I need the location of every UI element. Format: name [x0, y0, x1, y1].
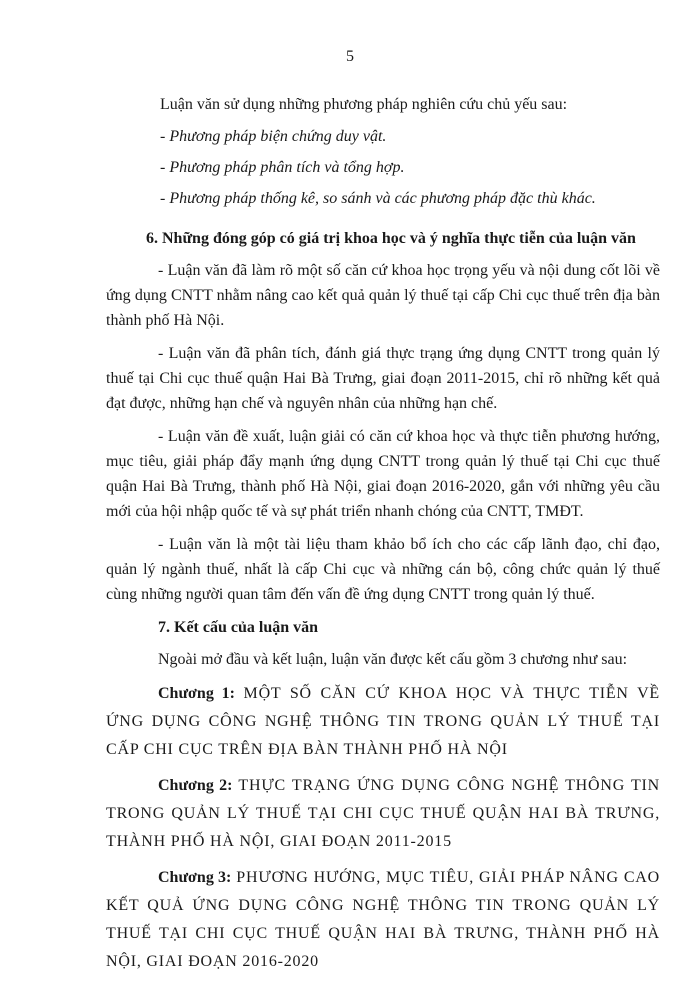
- document-body: [160, 92, 660, 217]
- section-7-heading: 7. Kết cấu của luận văn: [158, 619, 319, 636]
- contribution-paragraph: - Luận văn là một tài liệu tham khảo bổ ích cho các cấp lãnh đạo, chỉ đạo, quản lý ngành thuế, nhất là cấp Chi cục và những cán bộ, công chức quản lý thuế cùng những người quan tâm đến vấn đề ứng dụng CNTT trong quản lý thuế.: [106, 536, 660, 603]
- chapter-3: [106, 864, 660, 976]
- page-number: 5: [346, 48, 354, 65]
- chapter-1-title: MỘT SỐ CĂN CỨ KHOA HỌC VÀ THỰC TIỄN VỀ ỨNG DỤNG CÔNG NGHỆ THÔNG TIN TRONG QUẢN LÝ THUẾ TẠI CẤP CHI CỤC TRÊN ĐỊA BÀN THÀNH PHỐ HÀ NỘI: [106, 685, 661, 758]
- method-item: - Phương pháp biện chứng duy vật.: [160, 128, 387, 145]
- document-body-main: [106, 226, 660, 984]
- chapter-2-title: THỰC TRẠNG ỨNG DỤNG CÔNG NGHỆ THÔNG TIN TRONG QUẢN LÝ THUẾ TẠI CHI CỤC THUẾ QUẬN HAI BÀ TRƯNG, THÀNH PHỐ HÀ NỘI, GIAI ĐOẠN 2011-2015: [106, 777, 661, 850]
- chapter-1: [106, 680, 660, 764]
- section-6-heading: 6. Những đóng góp có giá trị khoa học và ý nghĩa thực tiễn của luận văn: [146, 230, 636, 247]
- structure-intro: Ngoài mở đầu và kết luận, luận văn được kết cấu gồm 3 chương như sau:: [158, 651, 628, 668]
- chapter-2: [106, 772, 660, 856]
- methods-intro: Luận văn sử dụng những phương pháp nghiên cứu chủ yếu sau:: [160, 96, 568, 113]
- contribution-paragraph: - Luận văn đã phân tích, đánh giá thực trạng ứng dụng CNTT trong quản lý thuế tại Chi cục thuế quận Hai Bà Trưng, giai đoạn 2011-2015, chỉ rõ những kết quả đạt được, những hạn chế và nguyên nhân của những hạn chế.: [106, 345, 660, 412]
- chapter-1-label: Chương 1:: [158, 685, 235, 702]
- contribution-paragraph: - Luận văn đã làm rõ một số căn cứ khoa học trọng yếu và nội dung cốt lõi về ứng dụng CNTT nhằm nâng cao kết quả quản lý thuế tại cấp Chi cục thuế trên địa bàn thành phố Hà Nội.: [106, 262, 660, 329]
- chapter-2-label: Chương 2:: [158, 777, 233, 794]
- contribution-paragraph: - Luận văn đề xuất, luận giải có căn cứ khoa học và thực tiễn phương hướng, mục tiêu, giải pháp đẩy mạnh ứng dụng CNTT trong quản lý thuế tại Chi cục thuế quận Hai Bà Trưng, thành phố Hà Nội, giai đoạn 2016-2020, gắn với những yêu cầu mới của hội nhập quốc tế và sự phát triển nhanh chóng của CNTT, TMĐT.: [106, 428, 660, 520]
- chapter-3-label: Chương 3:: [158, 869, 232, 886]
- method-item: - Phương pháp thống kê, so sánh và các phương pháp đặc thù khác.: [160, 190, 596, 207]
- method-item: - Phương pháp phân tích và tổng hợp.: [160, 159, 405, 176]
- chapter-3-title: PHƯƠNG HƯỚNG, MỤC TIÊU, GIẢI PHÁP NÂNG CAO KẾT QUẢ ỨNG DỤNG CÔNG NGHỆ THÔNG TIN TRONG QUẢN LÝ THUẾ TẠI CHI CỤC THUẾ QUẬN HAI BÀ TRƯNG, THÀNH PHỐ HÀ NỘI, GIAI ĐOẠN 2016-2020: [106, 869, 660, 970]
